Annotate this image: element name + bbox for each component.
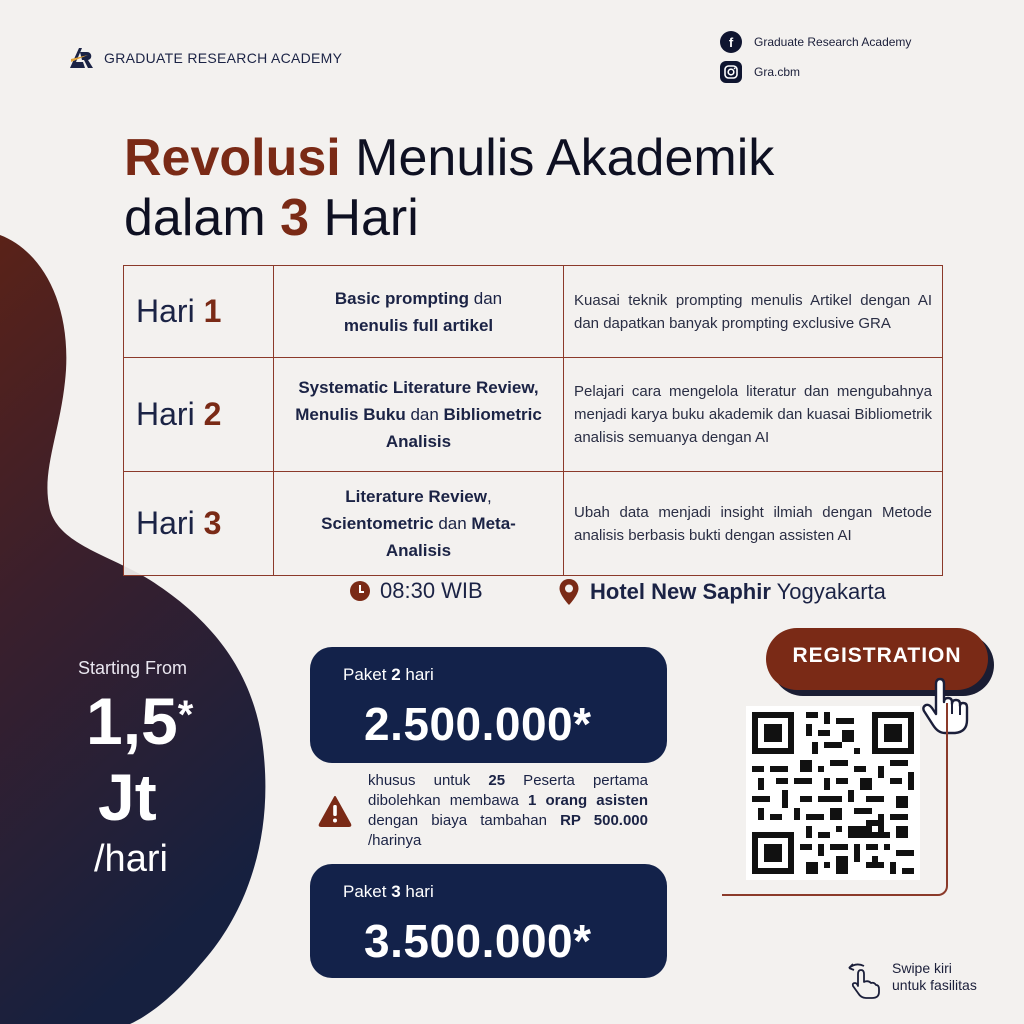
price-per: /hari <box>94 838 168 880</box>
brand-name: GRADUATE RESEARCH ACADEMY <box>104 50 343 66</box>
day-cell: Hari 2 <box>124 358 274 472</box>
facebook-link[interactable] <box>720 30 911 54</box>
package-card <box>310 647 667 763</box>
title-line1: Menulis Akademik <box>340 129 775 187</box>
title-line2-pre: dalam <box>124 189 281 247</box>
title-accent: Revolusi <box>124 129 341 187</box>
swipe-hint <box>846 960 977 1000</box>
starting-price: 1,5* <box>86 684 194 758</box>
brand-logo-icon <box>68 46 94 70</box>
table-row <box>124 266 943 358</box>
registration-button[interactable]: REGISTRATION <box>766 628 988 690</box>
page-title <box>124 128 774 248</box>
swipe-hand-icon <box>846 960 882 1000</box>
swipe-text <box>892 960 977 994</box>
venue-name: Hotel New Saphir <box>590 579 771 604</box>
warning-icon <box>318 795 352 827</box>
social-links <box>720 30 911 90</box>
assistant-note <box>318 771 648 851</box>
event-location <box>558 578 886 606</box>
clock-icon <box>350 581 370 601</box>
package-label: Paket 3 hari <box>343 882 434 901</box>
topic-cell: Literature Review, Scientometric dan Meta-Analisis <box>274 472 564 576</box>
time-text: 08:30 WIB <box>380 578 483 603</box>
description-cell: Ubah data menjadi insight ilmiah dengan Metode analisis berbasis bukti dengan assisten AI <box>564 472 943 576</box>
day-cell: Hari 1 <box>124 266 274 358</box>
table-row <box>124 358 943 472</box>
instagram-label: Gra.cbm <box>754 65 801 79</box>
facebook-label: Graduate Research Academy <box>754 35 912 49</box>
instagram-link[interactable] <box>720 60 911 84</box>
instagram-icon <box>720 61 742 83</box>
starting-label: Starting From <box>78 658 188 678</box>
day-cell: Hari 3 <box>124 472 274 576</box>
description-cell: Pelajari cara mengelola literatur dan mengubahnya menjadi karya buku akademik dan kuasai Bibliometrik analisis semuanya dengan AI <box>564 358 943 472</box>
schedule-table <box>123 265 943 576</box>
description-cell: Kuasai teknik prompting menulis Artikel dengan AI dan dapatkan banyak prompting exclusive GRA <box>564 266 943 358</box>
price-unit: Jt <box>98 760 157 834</box>
location-pin-icon <box>558 578 580 606</box>
topic-cell: Systematic Literature Review, Menulis Buku dan Bibliometric Analisis <box>274 358 564 472</box>
swipe-line-2: untuk fasilitas <box>892 977 977 993</box>
event-time <box>350 578 483 604</box>
venue-city: Yogyakarta <box>770 579 886 604</box>
package-card <box>310 864 667 978</box>
table-row <box>124 472 943 576</box>
brand <box>68 46 342 70</box>
qr-code[interactable] <box>746 706 920 880</box>
package-label: Paket 2 hari <box>343 665 434 684</box>
title-day-count: 3 <box>280 189 309 247</box>
note-text: khusus untuk 25 Peserta pertama dibolehkan membawa 1 orang asisten dengan biaya tambahan RP 500.000 /harinya <box>368 772 648 849</box>
swipe-line-1: Swipe kiri <box>892 960 952 976</box>
package-price: 2.500.000* <box>364 698 592 750</box>
title-line2-post: Hari <box>309 189 419 247</box>
facebook-icon: f <box>720 31 742 53</box>
package-price: 3.500.000* <box>364 915 592 967</box>
topic-cell: Basic prompting dan menulis full artikel <box>274 266 564 358</box>
